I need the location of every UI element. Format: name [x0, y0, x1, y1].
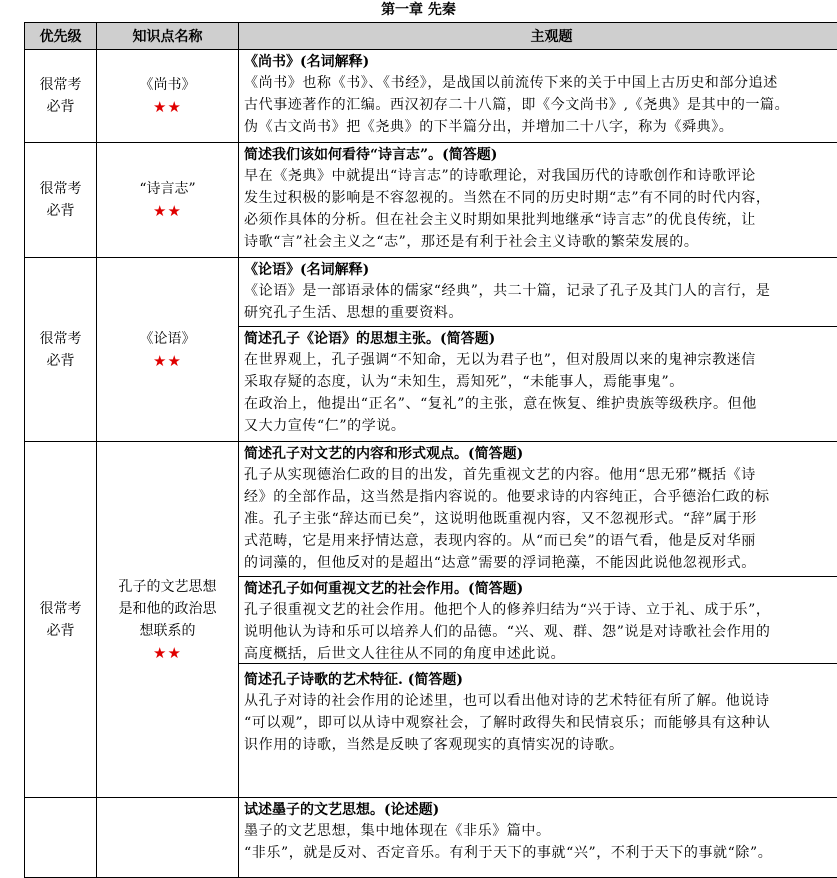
knowledge-cell: [97, 143, 239, 258]
answer-line: 早在《尧典》中就提出“诗言志”的诗歌理论，对我国历代的诗歌创作和诗歌评论: [244, 165, 837, 187]
answer-block: [239, 798, 837, 868]
star-rating: ★★: [97, 642, 238, 664]
content-cell: [239, 258, 837, 442]
star-rating: ★★: [97, 350, 238, 372]
answer-line: “可以观”，即可以从诗中观察社会，了解时政得失和民情哀乐；而能够具有这种认: [244, 712, 837, 734]
answer-line: 《论语》是一部语录体的儒家“经典”，共二十篇，记录了孔子及其门人的言行，是: [244, 280, 837, 302]
answer-line: 孔子从实现德治仁政的目的出发，首先重视文艺的内容。他用“思无邪”概括《诗: [244, 464, 837, 486]
answer-line: 经》的全部作品，这当然是指内容说的。他要求诗的内容纯正，合乎德治仁政的标: [244, 486, 837, 508]
table-row: [25, 143, 837, 258]
knowledge-cell: [97, 50, 239, 143]
knowledge-name: 想联系的: [97, 620, 238, 642]
knowledge-cell: [97, 258, 239, 442]
answer-line: “非乐”，就是反对、否定音乐。有利于天下的事就“兴”，不利于天下的事就“除”。: [244, 842, 837, 864]
knowledge-name: 《论语》: [97, 328, 238, 350]
priority-line: 必背: [25, 96, 96, 118]
answer-block: [239, 326, 837, 441]
answer-block: [239, 663, 837, 760]
answer-line: 孔子很重视文艺的社会作用。他把个人的修养归结为“兴于诗、立于礼、成于乐”，: [244, 599, 837, 621]
knowledge-name: “诗言志”: [97, 178, 238, 200]
answer-line: 研究孔子生活、思想的重要资料。: [244, 302, 837, 324]
answer-line: 说明他认为诗和乐可以培养人们的品德。“兴、观、群、怨”说是对诗歌社会作用的: [244, 621, 837, 643]
priority-line: 很常考: [25, 598, 96, 620]
question-title: 简述我们该如何看待“诗言志”。(简答题): [244, 145, 837, 165]
question-title: 简述孔子如何重视文艺的社会作用。(简答题): [244, 579, 837, 599]
priority-line: 必背: [25, 620, 96, 642]
header-knowledge: 知识点名称: [97, 23, 239, 50]
answer-line: 识作用的诗歌，当然是反映了客观现实的真情实况的诗歌。: [244, 734, 837, 756]
answer-block: [239, 143, 837, 257]
answer-line: 发生过积极的影响是不容忽视的。当然在不同的历史时期“志”有不同的时代内容，: [244, 187, 837, 209]
answer-line: 古代事迹著作的汇编。西汉初存二十八篇，即《今文尚书》,《尧典》是其中的一篇。: [244, 94, 837, 116]
answer-block: [239, 50, 837, 142]
priority-line: 很常考: [25, 74, 96, 96]
answer-block: [239, 576, 837, 663]
priority-line: 必背: [25, 200, 96, 222]
table-row: [25, 798, 837, 878]
knowledge-cell: [97, 442, 239, 798]
star-rating: ★★: [97, 96, 238, 118]
priority-line: 必背: [25, 350, 96, 372]
question-title: 简述孔子诗歌的艺术特征. (简答题): [244, 670, 837, 690]
answer-line: 墨子的文艺思想，集中地体现在《非乐》篇中。: [244, 820, 837, 842]
priority-cell: [25, 50, 97, 143]
knowledge-cell: [97, 798, 239, 878]
question-title: 简述孔子对文艺的内容和形式观点。(简答题): [244, 444, 837, 464]
content-cell: [239, 143, 837, 258]
content-cell: [239, 50, 837, 143]
priority-line: 很常考: [25, 328, 96, 350]
star-rating: ★★: [97, 200, 238, 222]
answer-block: [239, 258, 837, 326]
content-cell: [239, 442, 837, 798]
priority-line: 很常考: [25, 178, 96, 200]
answer-line: 准。孔子主张“辞达而已矣”，这说明他既重视内容，又不忽视形式。“辞”属于形: [244, 508, 837, 530]
answer-line: 又大力宣传“仁”的学说。: [244, 415, 837, 437]
knowledge-table: [24, 22, 837, 878]
answer-line: 在世界观上，孔子强调“不知命，无以为君子也”，但对殷周以来的鬼神宗教迷信: [244, 349, 837, 371]
header-subjective: 主观题: [239, 23, 837, 50]
header-priority: 优先级: [25, 23, 97, 50]
table-row: [25, 258, 837, 442]
knowledge-name: 《尚书》: [97, 74, 238, 96]
table-header-row: [25, 23, 837, 50]
question-title: 试述墨子的文艺思想。(论述题): [244, 800, 837, 820]
priority-cell: [25, 798, 97, 878]
question-title: 《尚书》(名词解释): [244, 52, 837, 72]
answer-line: 的词藻的，但他反对的是超出“达意”需要的浮词艳藻，不能因此说他忽视形式。: [244, 552, 837, 574]
question-title: 简述孔子《论语》的思想主张。(简答题): [244, 329, 837, 349]
content-cell: [239, 798, 837, 878]
answer-line: 采取存疑的态度，认为“未知生，焉知死”，“未能事人，焉能事鬼”。: [244, 371, 837, 393]
answer-line: 伪《古文尚书》把《尧典》的下半篇分出，并增加二十八字，称为《舜典》。: [244, 116, 837, 138]
answer-line: 在政治上，他提出“正名”、“复礼”的主张，意在恢复、维护贵族等级秩序。但他: [244, 393, 837, 415]
table-row: [25, 442, 837, 798]
priority-cell: [25, 143, 97, 258]
question-title: 《论语》(名词解释): [244, 260, 837, 280]
knowledge-name: 孔子的文艺思想: [97, 576, 238, 598]
answer-line: 式范畴，它是用来抒情达意，表现内容的。从“而已矣”的语气看，他是反对华丽: [244, 530, 837, 552]
answer-line: 必须作具体的分析。但在社会主义时期如果批判地继承“诗言志”的优良传统，让: [244, 209, 837, 231]
page-title: 第一章 先秦: [0, 1, 837, 19]
answer-line: 诗歌“言”社会主义之“志”，那还是有利于社会主义诗歌的繁荣发展的。: [244, 231, 837, 253]
priority-cell: [25, 442, 97, 798]
knowledge-name: 是和他的政治思: [97, 598, 238, 620]
answer-block: [239, 442, 837, 576]
answer-line: 高度概括，后世文人往往从不同的角度申述此说。: [244, 643, 837, 663]
answer-line: 《尚书》也称《书》、《书经》，是战国以前流传下来的关于中国上古历史和部分追述: [244, 72, 837, 94]
answer-line: 从孔子对诗的社会作用的论述里，也可以看出他对诗的艺术特征有所了解。他说诗: [244, 690, 837, 712]
table-row: [25, 50, 837, 143]
priority-cell: [25, 258, 97, 442]
